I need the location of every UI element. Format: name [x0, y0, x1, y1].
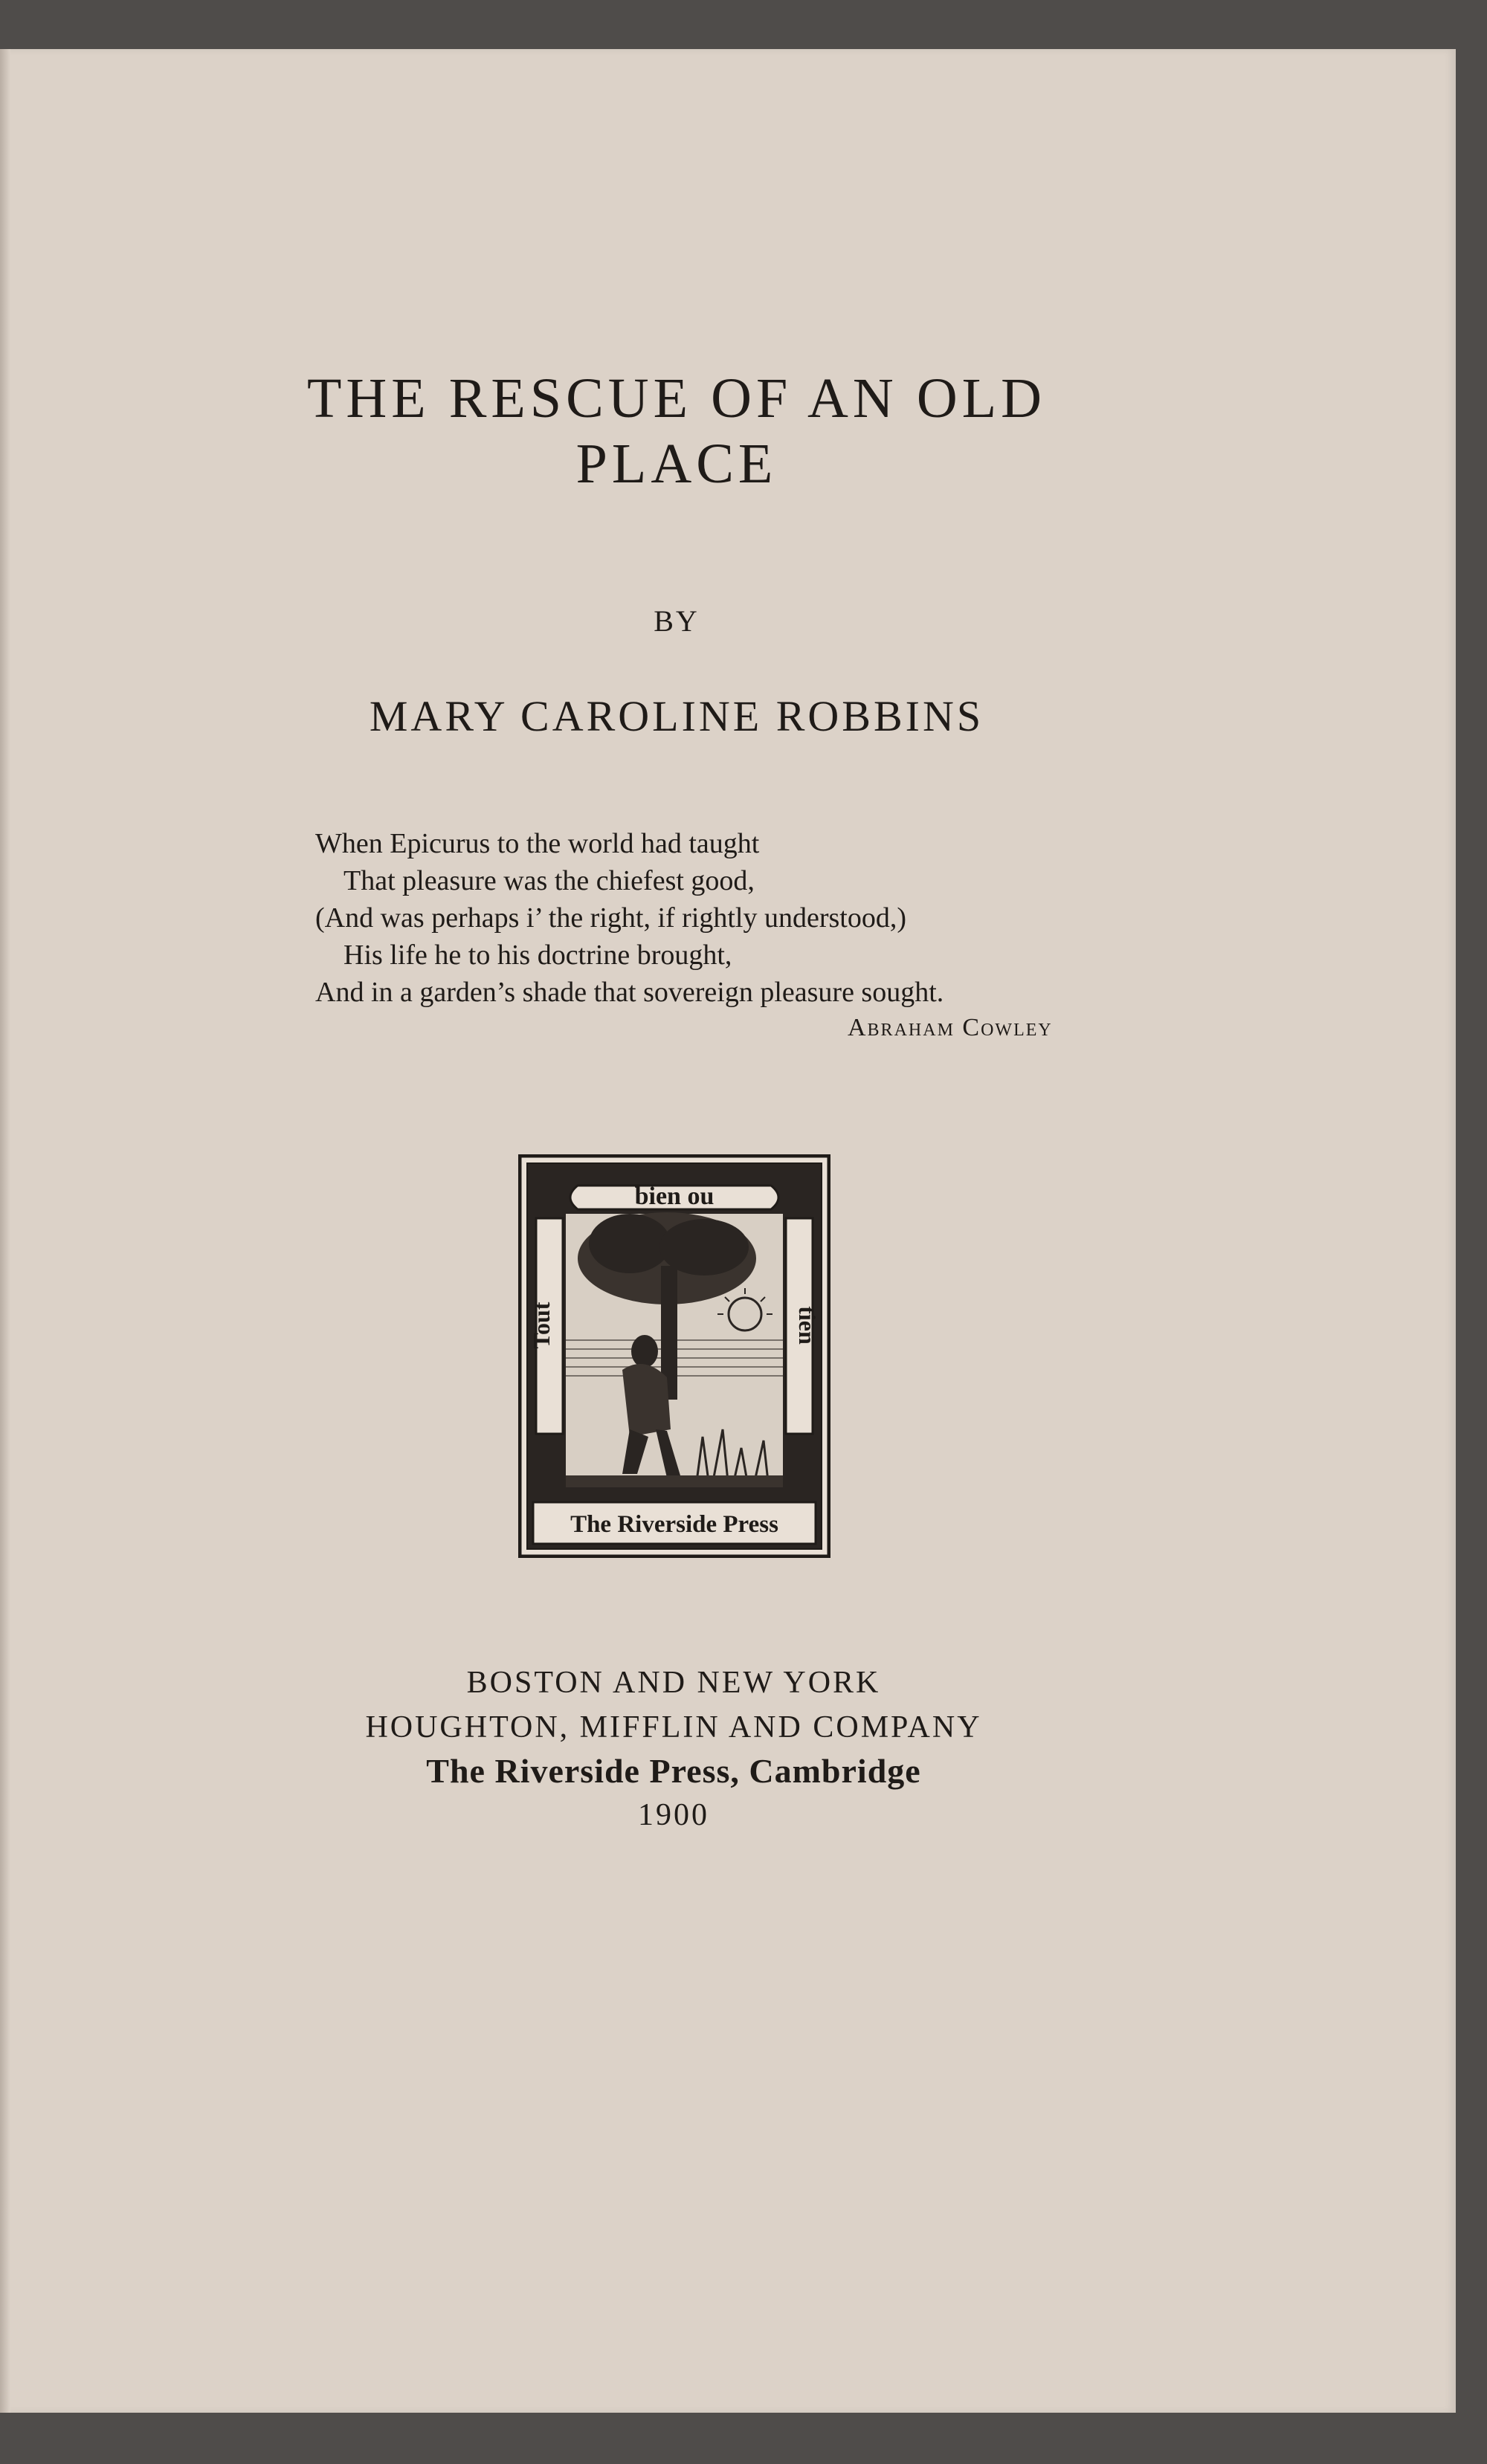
riverside-press-mark [518, 1154, 830, 1558]
byline-label: BY [654, 604, 700, 638]
epigraph-line: His life he to his doctrine brought, [343, 940, 732, 971]
mark-top-motto: bien ou [634, 1183, 715, 1210]
imprint-publisher: HOUGHTON, MIFFLIN AND COMPANY [365, 1710, 982, 1744]
epigraph-line: When Epicurus to the world had taught [315, 828, 760, 859]
author-name: MARY CAROLINE ROBBINS [369, 692, 984, 740]
imprint-city: BOSTON AND NEW YORK [466, 1666, 881, 1700]
imprint-press: The Riverside Press, Cambridge [426, 1752, 921, 1790]
attribution-first-name: Abraham [848, 1014, 955, 1041]
mark-left-motto: Tout [528, 1301, 555, 1349]
epigraph-attribution [848, 1014, 1053, 1042]
epigraph-line: (And was perhaps i’ the right, if rightly understood,) [315, 902, 907, 934]
title-line-2: PLACE [575, 433, 778, 495]
attribution-last-name: Cowley [962, 1014, 1053, 1041]
epigraph-line: And in a garden’s shade that sovereign pleasure sought. [315, 977, 944, 1008]
imprint-year: 1900 [638, 1798, 709, 1832]
mark-right-motto: tien [794, 1306, 821, 1345]
title-line-1: THE RESCUE OF AN OLD [306, 367, 1047, 430]
mark-bottom-label: The Riverside Press [570, 1511, 778, 1538]
epigraph-line: That pleasure was the chiefest good, [343, 865, 755, 896]
